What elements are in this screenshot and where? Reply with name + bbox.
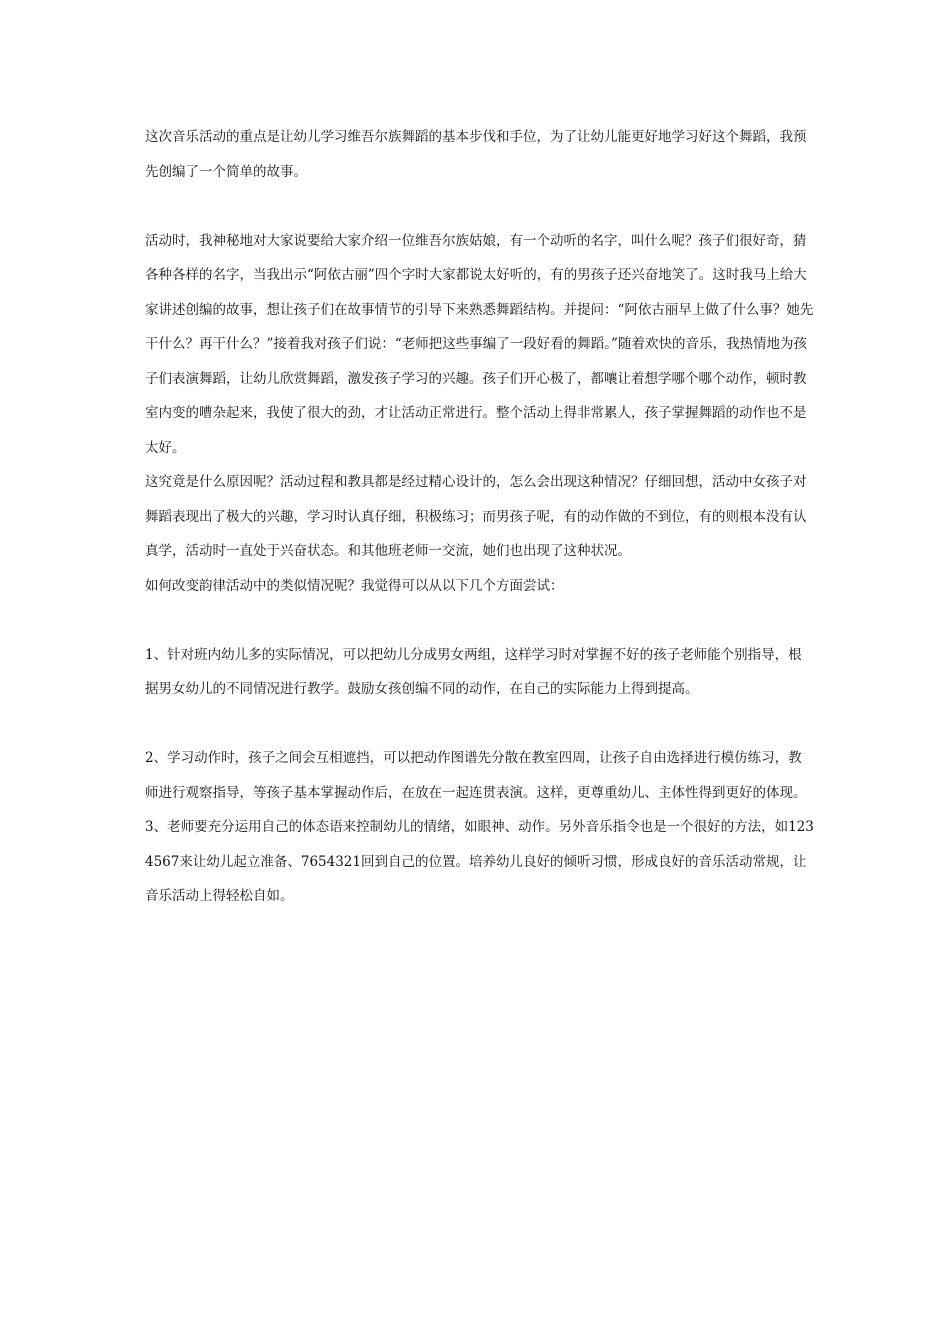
paragraph-point-3: 3、老师要充分运用自己的体态语来控制幼儿的情绪，如眼神、动作。另外音乐指令也是一个很好的方法，如1234567来让幼儿起立准备、7654321回到自己的位置。培养幼儿良好的倾听习惯，形成良好的音乐活动常规，让音乐活动上得轻松自如。 — [145, 819, 814, 904]
paragraph-reflection: 这究竟是什么原因呢？活动过程和教具都是经过精心设计的，怎么会出现这种情况？仔细回想，活动中女孩子对舞蹈表现出了极大的兴趣，学习时认真仔细，积极练习；而男孩子呢，有的动作做的不到位，有的则根本没有认真学，活动时一直处于兴奋状态。和其他班老师一交流，她们也出现了这种状况。 — [145, 474, 807, 559]
paragraph-question: 如何改变韵律活动中的类似情况呢？我觉得可以从以下几个方面尝试： — [145, 577, 564, 594]
paragraph-spacer — [145, 603, 815, 638]
paragraph-point-2: 2、学习动作时，孩子之间会互相遮挡，可以把动作图谱先分散在教室四周，让孩子自由选择进行模仿练习，教师进行观察指导，等孩子基本掌握动作后，在放在一起连贯表演。这样，更尊重幼儿、主体性得到更好的体现。 — [145, 750, 807, 801]
document-body — [145, 120, 815, 914]
paragraph-spacer — [145, 707, 815, 742]
paragraph-activity: 活动时，我神秘地对大家说要给大家介绍一位维吾尔族姑娘，有一个动听的名字，叫什么呢？孩子们很好奇，猜各种各样的名字，当我出示“阿依古丽”四个字时大家都说太好听的，有的男孩子还兴奋地笑了。这时我马上给大家讲述创编的故事，想让孩子们在故事情节的引导下来熟悉舞蹈结构。并提问：“阿依古丽早上做了什么事？她先干什么？再干什么？”接着我对孩子们说：“老师把这些事编了一段好看的舞蹈。”随着欢快的音乐，我热情地为孩子们表演舞蹈，让幼儿欣赏舞蹈，激发孩子学习的兴趣。孩子们开心极了，都嚷让着想学哪个哪个动作，顿时教室内变的嘈杂起来，我使了很大的劲，才让活动正常进行。整个活动上得非常累人，孩子掌握舞蹈的动作也不是太好。 — [145, 232, 814, 456]
paragraph-point-1: 1、针对班内幼儿多的实际情况，可以把幼儿分成男女两组，这样学习时对掌握不好的孩子老师能个别指导，根据男女幼儿的不同情况进行教学。鼓励女孩创编不同的动作，在自己的实际能力上得到提高。 — [145, 646, 802, 697]
paragraph-spacer — [145, 189, 815, 224]
paragraph-intro: 这次音乐活动的重点是让幼儿学习维吾尔族舞蹈的基本步伐和手位，为了让幼儿能更好地学习好这个舞蹈，我预先创编了一个简单的故事。 — [145, 129, 807, 180]
